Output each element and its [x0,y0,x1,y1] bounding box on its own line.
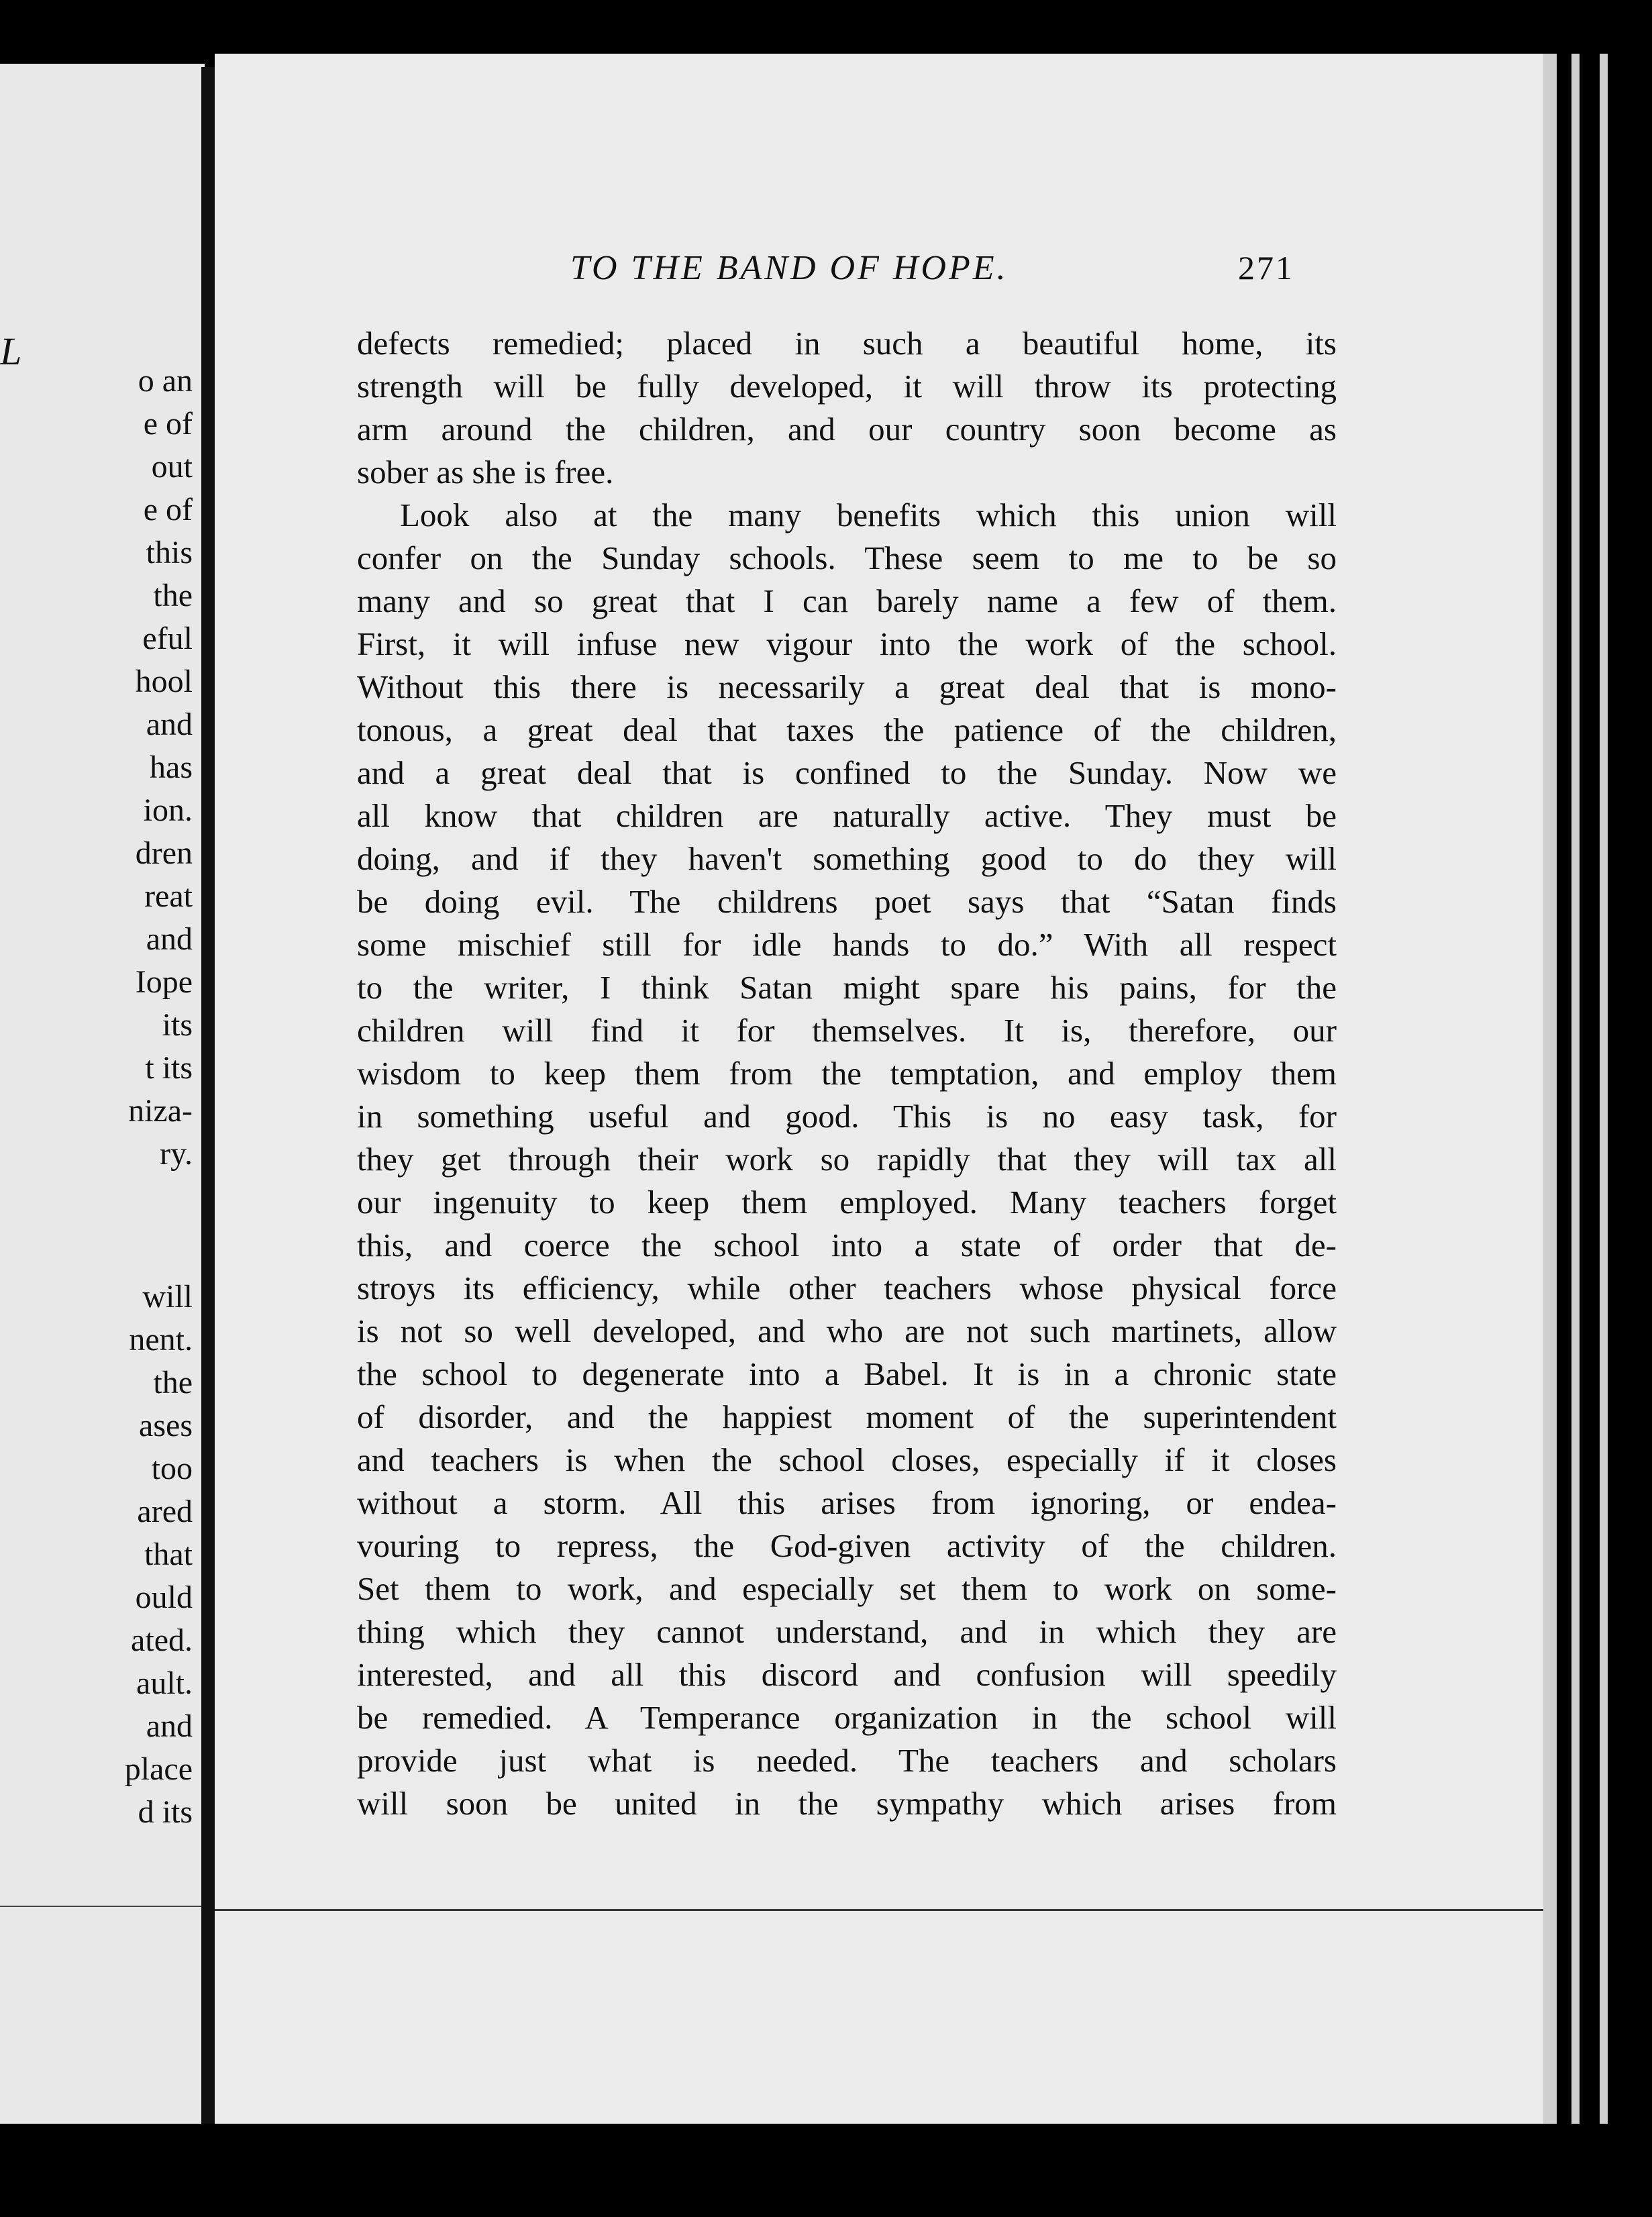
text-line: all know that children are naturally active. They must be [357,797,1337,834]
text-line: in something useful and good. This is no easy task, for [357,1098,1337,1135]
left-text-fragment: this [146,535,193,570]
left-text-fragment: dren [135,835,193,871]
text-line: doing, and if they haven't something good to do they will [357,840,1337,877]
left-page-header: L [0,329,22,373]
text-line: provide just what is needed. The teachers and scholars [357,1742,1337,1779]
text-line: stroys its efficiency, while other teachers whose physical force [357,1270,1337,1306]
left-text-fragment: ated. [131,1622,193,1658]
left-text-fragment: niza- [128,1093,193,1129]
text-line: will soon be united in the sympathy which arises from [357,1785,1337,1822]
left-text-fragment: ry. [160,1136,193,1172]
scan-frame-top [0,0,1652,54]
page-edge [1600,54,1608,2124]
left-text-fragment: ared [137,1494,193,1529]
text-line: interested, and all this discord and confusion will speedily [357,1656,1337,1693]
left-text-fragment: the [153,1365,193,1400]
page-body-text [357,322,1337,1825]
text-line: Set them to work, and especially set them to work on some- [357,1570,1337,1607]
left-text-fragment: and [146,707,193,742]
text-line: some mischief still for idle hands to do.” With all respect [357,926,1337,963]
text-line: confer on the Sunday schools. These seem to me to be so [357,539,1337,576]
left-text-fragment: ion. [143,792,193,828]
text-line: to the writer, I think Satan might spare his pains, for the [357,969,1337,1006]
left-text-fragment: o an [138,363,193,399]
left-text-fragment: the [153,578,193,613]
left-text-fragment: reat [144,878,193,914]
left-text-fragment: place [124,1751,193,1787]
text-line: Without this there is necessarily a great deal that is mono- [357,668,1337,705]
text-line: without a storm. All this arises from ignoring, or endea- [357,1484,1337,1521]
text-line: and teachers is when the school closes, especially if it closes [357,1441,1337,1478]
text-line: defects remedied; placed in such a beautiful home, its [357,325,1337,362]
text-line: First, it will infuse new vigour into the work of the school. [357,625,1337,662]
left-facing-page [0,64,205,2127]
left-text-fragment: its [162,1007,193,1043]
left-text-fragment: and [146,1708,193,1744]
text-line: tonous, a great deal that taxes the patience of the children, [357,711,1337,748]
left-text-fragment: e of [143,406,193,442]
text-line: arm around the children, and our country soon become as [357,411,1337,448]
left-text-fragment: e of [143,492,193,527]
text-line: sober as she is free. [357,454,614,491]
page-edge [1571,54,1580,2124]
left-text-fragment: will [142,1279,193,1314]
text-line: be remedied. A Temperance organization in the school will [357,1699,1337,1736]
spine-stripe [1557,54,1571,2124]
text-line: is not so well developed, and who are not such martinets, allow [357,1312,1337,1349]
left-text-fragment: ault. [136,1665,193,1701]
text-line: they get through their work so rapidly that they will tax all [357,1141,1337,1178]
left-text-fragment: Iope [135,964,193,1000]
text-line: vouring to repress, the God-given activity of the children. [357,1527,1337,1564]
left-text-fragment: that [144,1537,193,1572]
left-text-fragment: nent. [129,1322,193,1357]
right-page [215,54,1543,2124]
spine-stripe [1608,54,1652,2124]
left-page-bottom-rule [0,1906,205,1907]
running-head: TO THE BAND OF HOPE. [570,249,1009,287]
left-text-fragment: hool [135,664,193,699]
text-line: strength will be fully developed, it will throw its protecting [357,368,1337,405]
text-line: be doing evil. The childrens poet says that “Satan finds [357,883,1337,920]
left-text-fragment: out [151,449,193,484]
left-text-fragment: d its [138,1794,193,1830]
left-text-fragment: has [150,750,193,785]
left-text-fragment: ases [139,1408,193,1443]
page-bottom-rule [215,1909,1543,1911]
left-text-fragment: too [151,1451,193,1486]
page-edge [1543,54,1557,2124]
spine-stripe [1580,54,1600,2124]
text-line: many and so great that I can barely name a few of them. [357,582,1337,619]
text-line: wisdom to keep them from the temptation, and employ them [357,1055,1337,1092]
text-line: and a great deal that is confined to the Sunday. Now we [357,754,1337,791]
text-line: the school to degenerate into a Babel. It is in a chronic state [357,1355,1337,1392]
left-text-fragment: ould [135,1580,193,1615]
page-number: 271 [1238,249,1294,287]
scan-frame-bottom [0,2124,1652,2217]
text-line: this, and coerce the school into a state of order that de- [357,1227,1337,1264]
left-text-fragment: t its [145,1050,193,1086]
text-line: our ingenuity to keep them employed. Many teachers forget [357,1184,1337,1221]
left-text-fragment: eful [142,621,193,656]
text-line: thing which they cannot understand, and in which they are [357,1613,1337,1650]
book-gutter [201,67,215,2127]
text-line: children will find it for themselves. It is, therefore, our [357,1012,1337,1049]
text-line: of disorder, and the happiest moment of the superintendent [357,1398,1337,1435]
left-text-fragment: and [146,921,193,957]
text-line: Look also at the many benefits which this union will [400,497,1337,533]
